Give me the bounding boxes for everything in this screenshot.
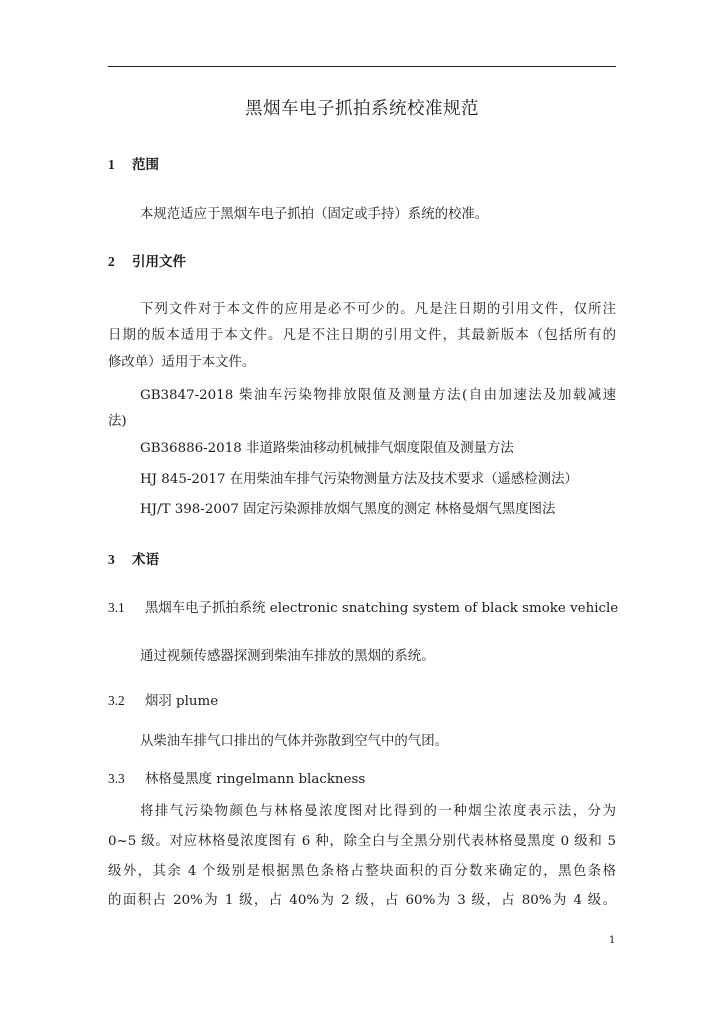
page-number: 1: [609, 935, 616, 946]
term-3-2: [108, 690, 218, 709]
section-1-body: 本规范适应于黑烟车电子抓拍（固定或手持）系统的校准。: [140, 207, 489, 222]
section-2-heading: [108, 250, 186, 270]
term-definition-line: 0~5 级。对应林格曼浓度图有 6 种，除全白与全黑分别代表林格曼黑度 0 级和 5: [108, 834, 616, 849]
term-definition: 通过视频传感器探测到柴油车排放的黑烟的系统。: [140, 649, 435, 664]
term-definition-line: 级外，其余 4 个级别是根据黑色条格占整块面积的百分数来确定的，黑色条格: [108, 864, 616, 879]
term-definition: 从柴油车排气口排出的气体并弥散到空气中的气团。: [140, 734, 448, 749]
term-definition-line: 将排气污染物颜色与林格曼浓度图对比得到的一种烟尘浓度表示法，分为: [140, 804, 616, 819]
reference-item: HJ/T 398-2007 固定污染源排放烟气黑度的测定 林格曼烟气黑度图法: [140, 502, 556, 517]
section-3-heading: [108, 548, 159, 568]
section-2-para-line: 日期的版本适用于本文件。凡是不注日期的引用文件，其最新版本（包括所有的: [108, 328, 616, 343]
section-2-para-line: 下列文件对于本文件的应用是必不可少的。凡是注日期的引用文件，仅所注: [140, 302, 616, 317]
reference-item-cont: 法): [108, 414, 127, 429]
header-rule: [108, 66, 616, 67]
section-title: 范围: [132, 157, 159, 173]
section-number: 2: [108, 254, 115, 269]
section-number: 1: [108, 157, 115, 172]
term-name: 黑烟车电子抓拍系统 electronic snatching system of black smoke vehicle: [145, 601, 619, 616]
term-number: 3.1: [108, 600, 125, 615]
reference-item: GB3847-2018 柴油车污染物排放限值及测量方法(自由加速法及加载减速: [140, 388, 616, 403]
section-2-para-line: 修改单）适用于本文件。: [108, 355, 256, 370]
term-3-3: [108, 768, 365, 787]
term-number: 3.2: [108, 693, 125, 708]
term-name: 烟羽 plume: [145, 694, 219, 709]
section-number: 3: [108, 552, 115, 567]
term-number: 3.3: [108, 771, 125, 786]
section-1-heading: [108, 153, 159, 173]
section-title: 术语: [132, 552, 159, 568]
term-3-1: [108, 597, 618, 616]
reference-item: GB36886-2018 非道路柴油移动机械排气烟度限值及测量方法: [140, 441, 514, 456]
section-title: 引用文件: [132, 254, 186, 270]
term-name: 林格曼黑度 ringelmann blackness: [145, 772, 366, 787]
reference-item: HJ 845-2017 在用柴油车排气污染物测量方法及技术要求（遥感检测法）: [140, 472, 578, 487]
document-title: 黑烟车电子抓拍系统校准规范: [245, 99, 479, 119]
term-definition-line: 的面积占 20%为 1 级，占 40%为 2 级，占 60%为 3 级，占 80%为 4 级。: [108, 893, 616, 908]
